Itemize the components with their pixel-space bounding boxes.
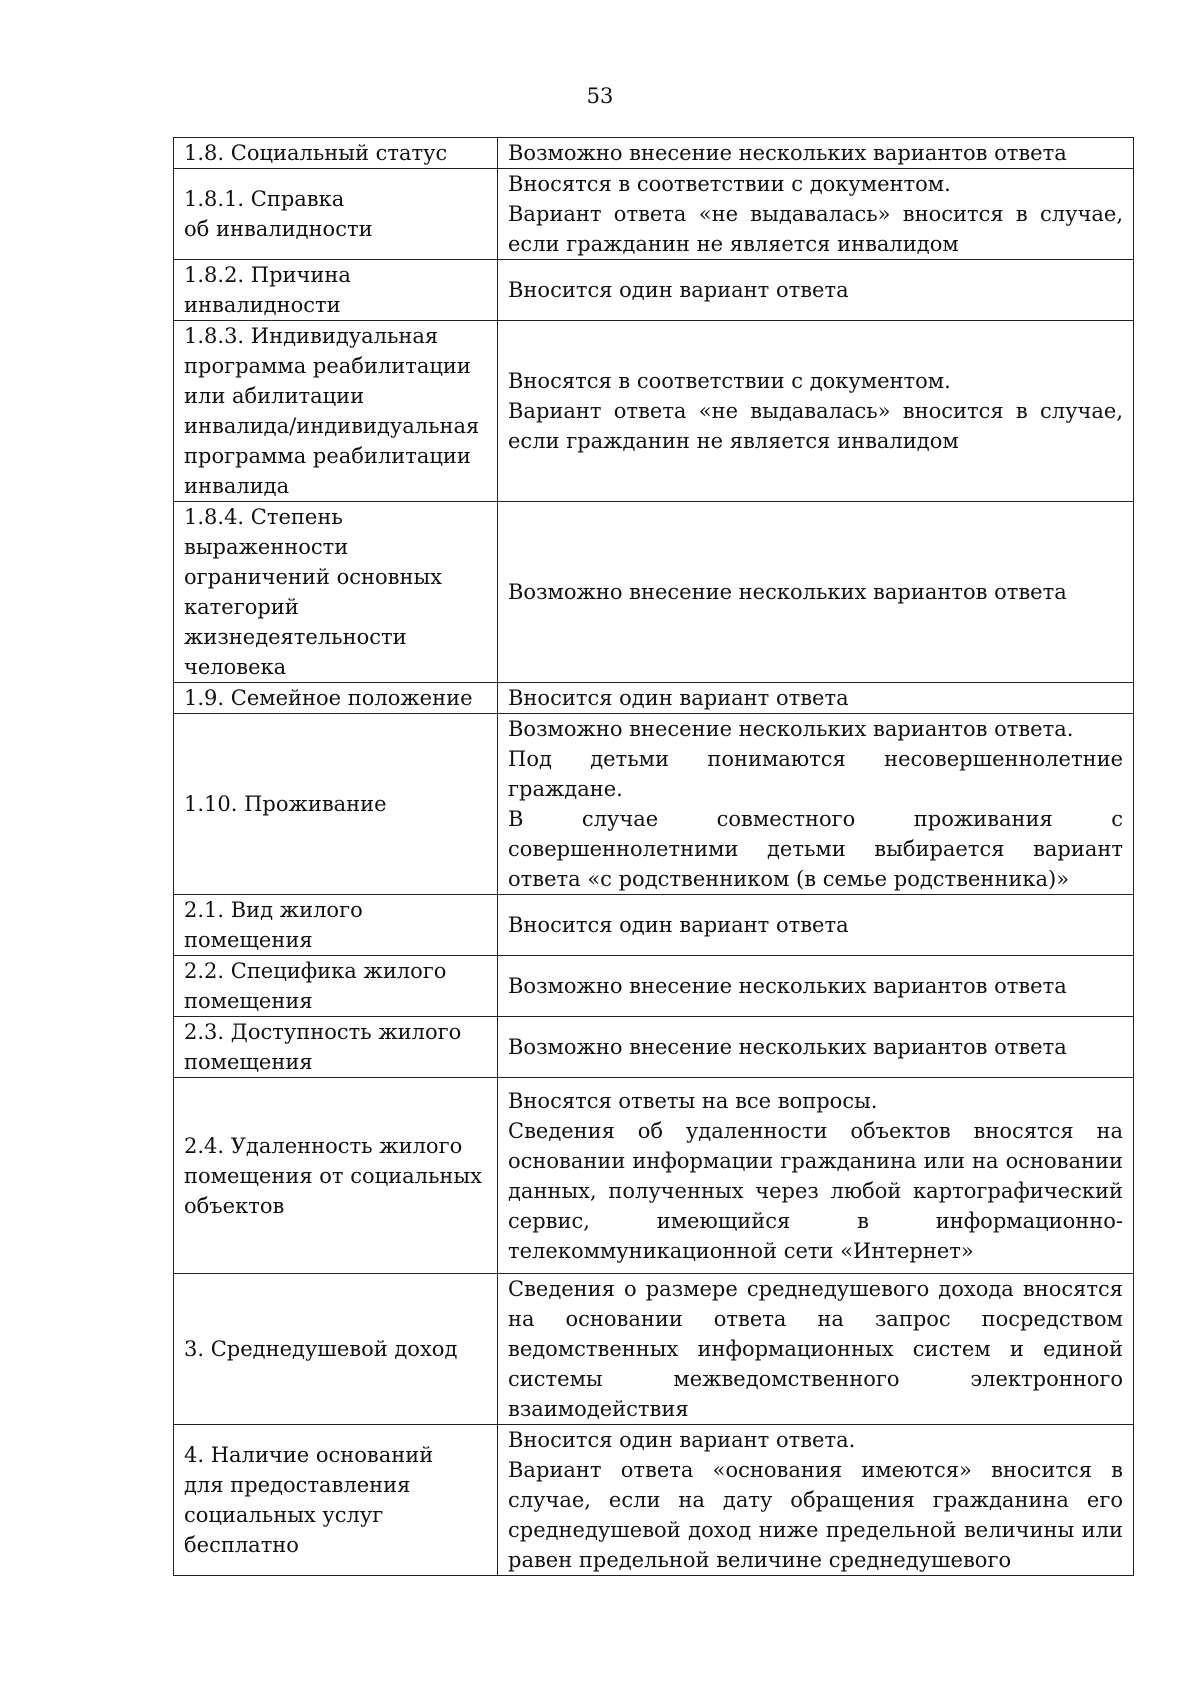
entry-rule-text: В случае совместного проживания с совершеннолетними детьми выбирается вариант ответа «с родственником (в семье родственника)» [508,807,1123,891]
field-name-line: программа реабилитации [184,354,471,378]
field-name-cell [174,895,498,956]
entry-rule-text: Вносится один вариант ответа. [508,1428,856,1452]
data-entry-rules-table [173,137,1134,1576]
field-name-cell [174,502,498,683]
field-name-line: социальных услуг [184,1503,384,1527]
table-row [174,1425,1134,1576]
field-name-line: для предоставления [184,1473,411,1497]
field-name-line: жизнедеятельности [184,625,407,649]
field-name-line: помещения от социальных [184,1163,482,1188]
field-name-cell [174,1017,498,1078]
entry-rule-text: Возможно внесение нескольких вариантов ответа [508,974,1067,998]
entry-rule-text: Вариант ответа «не выдавалась» вносится в случае, если гражданин не является инвалидом [508,399,1123,453]
field-name-cell [174,956,498,1017]
table-row [174,260,1134,321]
field-name-line: инвалида/индивидуальная [184,414,480,438]
field-name-line: инвалида [184,474,290,498]
entry-rule-text: Под детьми понимаются несовершеннолетние граждане. [508,747,1123,801]
field-name-line: 1.8.3. Индивидуальная [184,324,439,348]
field-name-line: 3. Среднедушевой доход [184,1337,458,1361]
entry-rule-cell [498,1017,1134,1078]
field-name-line: 1.8.2. Причина [184,263,351,287]
entry-rule-cell [498,321,1134,502]
field-name-line: бесплатно [184,1533,299,1557]
field-name-line: объектов [184,1193,285,1218]
table-row [174,714,1134,895]
field-name-cell [174,714,498,895]
field-name-line: 1.8.4. Степень [184,505,343,529]
field-name-line: 1.10. Проживание [184,792,387,816]
table-row [174,1017,1134,1078]
entry-rule-cell [498,502,1134,683]
field-name-line: ограничений основных [184,565,442,589]
table-row [174,169,1134,260]
entry-rule-cell [498,895,1134,956]
entry-rule-text: Вносятся ответы на все вопросы. [508,1088,878,1113]
entry-rule-text: Возможно внесение нескольких вариантов ответа [508,141,1067,165]
entry-rule-text: Вносится один вариант ответа [508,686,849,710]
field-name-cell [174,321,498,502]
field-name-line: выраженности [184,535,349,559]
entry-rule-text: Сведения о размере среднедушевого дохода вносятся на основании ответа на запрос посредством ведомственных информационных систем и единой системы межведомственного электронного взаимодействия [508,1277,1123,1421]
field-name-cell [174,138,498,169]
field-name-line: помещения [184,989,313,1013]
entry-rule-text: Сведения об удаленности объектов вносятся на основании информации гражданина или на основании данных, полученных через любой картографический сервис, имеющийся в информационно-телекоммуникационной сети «Интернет» [508,1118,1123,1263]
entry-rule-text: Возможно внесение нескольких вариантов ответа. [508,717,1074,741]
field-name-line: 1.8.1. Справка [184,187,345,211]
table-row [174,683,1134,714]
table-row [174,895,1134,956]
entry-rule-text: Вносится один вариант ответа [508,913,849,937]
entry-rule-cell [498,1425,1134,1576]
field-name-cell [174,1274,498,1425]
field-name-line: 1.8. Социальный статус [184,141,448,165]
field-name-line: 2.4. Удаленность жилого [184,1133,463,1158]
field-name-line: помещения [184,1050,313,1074]
field-name-line: помещения [184,928,313,952]
entry-rule-cell [498,260,1134,321]
field-name-line: 2.2. Специфика жилого [184,959,447,983]
field-name-line: инвалидности [184,293,341,317]
field-name-cell [174,683,498,714]
entry-rule-cell [498,1274,1134,1425]
page-number: 53 [586,84,614,108]
entry-rule-cell [498,169,1134,260]
field-name-line: 2.1. Вид жилого [184,898,363,922]
table-row [174,1078,1134,1274]
entry-rule-cell [498,714,1134,895]
entry-rule-text: Вносятся в соответствии с документом. [508,172,951,196]
field-name-line: 1.9. Семейное положение [184,686,473,710]
entry-rule-text: Вариант ответа «не выдавалась» вносится в случае, если гражданин не является инвалидом [508,202,1123,256]
table-row [174,138,1134,169]
entry-rule-cell [498,956,1134,1017]
entry-rule-text: Возможно внесение нескольких вариантов ответа [508,1035,1067,1059]
field-name-cell [174,1078,498,1274]
field-name-cell [174,169,498,260]
field-name-line: или абилитации [184,384,365,408]
field-name-line: человека [184,655,287,679]
entry-rule-text: Вносятся в соответствии с документом. [508,369,951,393]
table-row [174,956,1134,1017]
entry-rule-text: Вариант ответа «основания имеются» вносится в случае, если на дату обращения гражданина его среднедушевой доход ниже предельной величины или равен предельной величине среднедушевого [508,1458,1123,1572]
entry-rule-text: Вносится один вариант ответа [508,278,849,302]
field-name-cell [174,1425,498,1576]
table-row [174,321,1134,502]
field-name-line: программа реабилитации [184,444,471,468]
entry-rule-cell [498,138,1134,169]
field-name-cell [174,260,498,321]
entry-rule-cell [498,1078,1134,1274]
field-name-line: категорий [184,595,299,619]
table-body [174,138,1134,1576]
field-name-line: 4. Наличие оснований [184,1443,434,1467]
table-row [174,1274,1134,1425]
table-row [174,502,1134,683]
field-name-line: 2.3. Доступность жилого [184,1020,462,1044]
field-name-line: об инвалидности [184,217,373,241]
entry-rule-cell [498,683,1134,714]
entry-rule-text: Возможно внесение нескольких вариантов ответа [508,580,1067,604]
